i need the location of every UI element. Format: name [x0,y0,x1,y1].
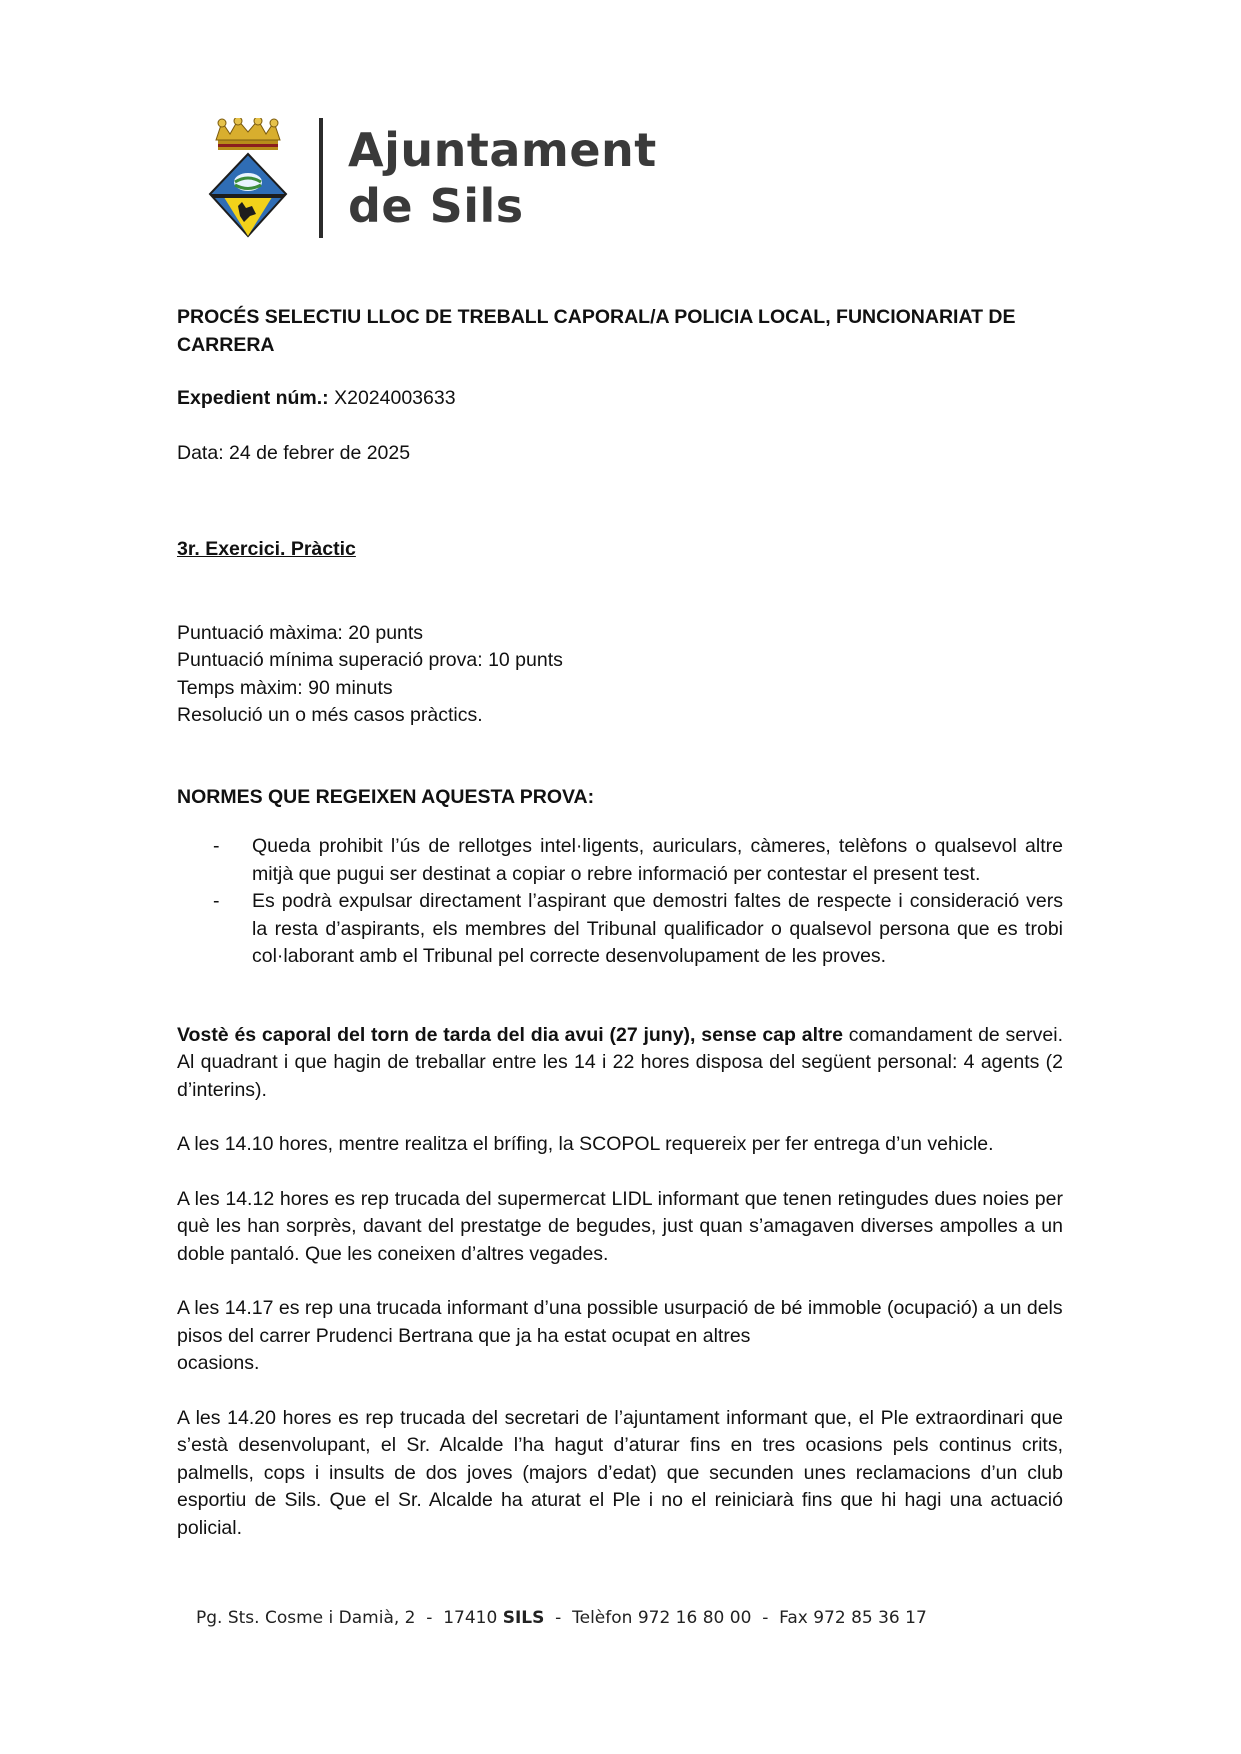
document-date: Data: 24 de febrer de 2025 [177,441,411,464]
logo-divider [319,118,323,238]
rule-text: Queda prohibit l’ús de rellotges intel·ligents, auriculars, càmeres, telèfons o qualsevol altre mitjà que pugui ser destinat a copiar o rebre informació per contestar el present test. [252,835,1063,885]
scoring-line: Puntuació màxima: 20 punts [177,621,424,644]
exercise-heading: 3r. Exercici. Pràctic [177,538,356,560]
document-title: PROCÉS SELECTIU LLOC DE TREBALL CAPORAL/A POLICIA LOCAL, FUNCIONARIAT DE CARRERA [177,306,1016,356]
case-intro-bold: Vostè és caporal del torn de tarda del dia avui (27 juny), sense cap altre [177,1023,843,1046]
event-paragraph: A les 14.20 hores es rep trucada del secretari de l’ajuntament informant que, el Ple extraordinari que s’està desenvolupant, el Sr. Alcalde l’ha hagut d’aturar fins en tres ocasions pels continus crits, palmells, cops i insults de dos joves (majors d’edat) que secunden unes reclamacions d’un club esportiu de Sils. Que el Sr. Alcalde ha aturat el Ple i no el reiniciarà fins que hi hagi una actuació policial. [177,1406,1063,1539]
expedient-label: Expedient núm.: [177,387,329,409]
scoring-line: Temps màxim: 90 minuts [177,676,393,699]
event-paragraph: A les 14.17 es rep una trucada informant d’una possible usurpació de bé immoble (ocupació) a un dels pisos del carrer Prudenci Bertrana que ja ha estat ocupat en altres [177,1297,1063,1347]
brand-line-2: de Sils [348,179,524,233]
list-item [177,833,1063,888]
municipal-logo [208,112,657,242]
expedient-line [177,385,1063,413]
municipality-name [348,122,657,234]
dash-bullet: - [213,835,220,857]
rules-list [177,833,1063,971]
case-intro [177,1022,1063,1105]
event-paragraph: A les 14.12 hores es rep trucada del supermercat LIDL informant que tenen retingudes dues noies per què les han sorprès, davant del prestatge de begudes, just quan s’amagaven diverses ampolles a un doble pantaló. Que les coneixen d’altres vegades. [177,1187,1063,1265]
dash-bullet: - [213,890,220,912]
footer-address-street: Pg. Sts. Cosme i Damià, 2 - 17410 [196,1608,503,1628]
footer-address [196,1608,927,1628]
footer-address-city: SILS [502,1608,545,1628]
footer-contact: - Telèfon 972 16 80 00 - Fax 972 85 36 17 [544,1608,927,1628]
rule-text: Es podrà expulsar directament l’aspirant que demostri faltes de respecte i consideració vers la resta d’aspirants, els membres del Tribunal qualificador o qualsevol persona que es trobi col·laborant amb el Tribunal pel correcte desenvolupament de les proves. [252,890,1063,967]
brand-line-1: Ajuntament [348,123,657,177]
list-item [177,888,1063,971]
document-body [177,304,1063,1542]
coat-of-arms-icon [208,118,288,240]
expedient-number: X2024003633 [328,387,456,409]
case-intro-rest: comandament de servei. Al quadrant i que hagin de treballar entre les 14 i 22 hores disposa del següent personal: 4 agents (2 d’interins). [177,1023,1063,1101]
event-paragraph-continuation: ocasions. [177,1352,260,1374]
rules-heading: NORMES QUE REGEIXEN AQUESTA PROVA: [177,785,595,808]
scoring-line: Resolució un o més casos pràctics. [177,704,483,726]
scoring-line: Puntuació mínima superació prova: 10 punts [177,649,563,671]
event-paragraph: A les 14.10 hores, mentre realitza el brífing, la SCOPOL requereix per fer entrega d’un vehicle. [177,1133,994,1155]
scoring-block [177,620,1063,730]
